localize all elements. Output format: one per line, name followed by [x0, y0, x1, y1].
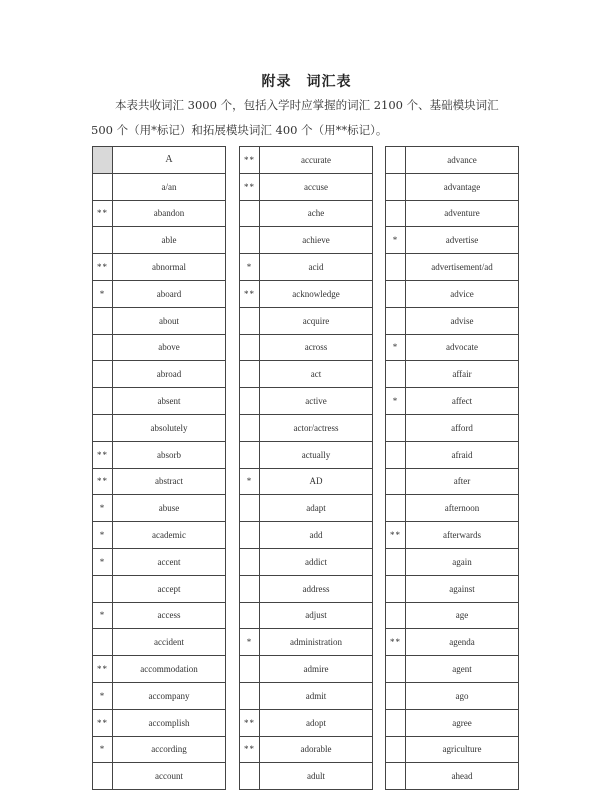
- level-mark: *: [386, 388, 406, 415]
- vocab-word: accuse: [260, 173, 373, 200]
- vocab-word: absent: [113, 388, 226, 415]
- level-mark: **: [240, 173, 260, 200]
- table-row: [386, 468, 519, 495]
- table-row: [240, 575, 373, 602]
- vocab-word: accommodation: [113, 656, 226, 683]
- vocab-word: above: [113, 334, 226, 361]
- table-row: [240, 495, 373, 522]
- table-row: [240, 602, 373, 629]
- vocab-word: advance: [406, 147, 519, 174]
- level-mark: **: [93, 254, 113, 281]
- table-row: [386, 414, 519, 441]
- intro-text-line-2: 500 个（用*标记）和拓展模块词汇 400 个（用**标记）。: [91, 123, 388, 137]
- vocab-word: advocate: [406, 334, 519, 361]
- table-row: [93, 280, 226, 307]
- level-mark: **: [93, 709, 113, 736]
- table-row: [93, 736, 226, 763]
- table-row: [386, 682, 519, 709]
- page-title: 附录 词汇表: [261, 74, 352, 90]
- vocab-word: admire: [260, 656, 373, 683]
- level-mark: [240, 763, 260, 790]
- table-row: [240, 468, 373, 495]
- vocab-table-column-1: [92, 146, 226, 790]
- table-row: [386, 656, 519, 683]
- level-mark: [240, 388, 260, 415]
- table-row: [240, 441, 373, 468]
- table-row: [240, 763, 373, 790]
- level-mark: *: [240, 629, 260, 656]
- vocab-word: after: [406, 468, 519, 495]
- vocab-word: ago: [406, 682, 519, 709]
- vocab-word: able: [113, 227, 226, 254]
- vocab-word: add: [260, 522, 373, 549]
- vocab-table-column-3: [385, 146, 519, 790]
- table-row: [240, 656, 373, 683]
- level-mark: [240, 200, 260, 227]
- table-row: [93, 548, 226, 575]
- vocab-word: accompany: [113, 682, 226, 709]
- level-mark: [240, 414, 260, 441]
- table-row: [240, 522, 373, 549]
- table-row: [240, 709, 373, 736]
- table-row: [93, 254, 226, 281]
- vocab-word: adopt: [260, 709, 373, 736]
- level-mark: [240, 307, 260, 334]
- level-mark: [93, 307, 113, 334]
- table-row: [386, 388, 519, 415]
- table-row: [386, 307, 519, 334]
- table-row: [386, 173, 519, 200]
- table-row: [240, 334, 373, 361]
- level-mark: [93, 334, 113, 361]
- level-mark: [240, 334, 260, 361]
- vocab-word: actually: [260, 441, 373, 468]
- level-mark: [93, 575, 113, 602]
- vocab-word: about: [113, 307, 226, 334]
- vocab-word: admit: [260, 682, 373, 709]
- level-mark: [386, 656, 406, 683]
- vocab-word: absolutely: [113, 414, 226, 441]
- vocab-word: afterwards: [406, 522, 519, 549]
- table-row: [386, 575, 519, 602]
- level-mark: [386, 709, 406, 736]
- table-row: [386, 280, 519, 307]
- level-mark: [240, 575, 260, 602]
- level-mark: [386, 763, 406, 790]
- vocab-word: access: [113, 602, 226, 629]
- vocab-word: addict: [260, 548, 373, 575]
- level-mark: [386, 575, 406, 602]
- vocab-word: accident: [113, 629, 226, 656]
- level-mark: [386, 254, 406, 281]
- level-mark: [93, 227, 113, 254]
- level-mark: *: [93, 522, 113, 549]
- table-row: [240, 200, 373, 227]
- table-row: [240, 307, 373, 334]
- vocab-word: adventure: [406, 200, 519, 227]
- level-mark: [93, 763, 113, 790]
- vocab-word: abstract: [113, 468, 226, 495]
- level-mark: **: [240, 147, 260, 174]
- level-mark: [93, 361, 113, 388]
- vocab-word: accent: [113, 548, 226, 575]
- level-mark: *: [240, 254, 260, 281]
- vocab-word: abuse: [113, 495, 226, 522]
- vocab-word: advertisement/ad: [406, 254, 519, 281]
- vocab-word: accurate: [260, 147, 373, 174]
- vocab-word: abnormal: [113, 254, 226, 281]
- vocab-word: achieve: [260, 227, 373, 254]
- table-row: [386, 441, 519, 468]
- level-mark: *: [240, 468, 260, 495]
- table-row: [93, 763, 226, 790]
- level-mark: **: [93, 468, 113, 495]
- table-row: [240, 280, 373, 307]
- table-row: [386, 629, 519, 656]
- level-mark: [240, 682, 260, 709]
- vocab-word: agriculture: [406, 736, 519, 763]
- table-row: [240, 388, 373, 415]
- vocab-word: advantage: [406, 173, 519, 200]
- level-mark: **: [93, 441, 113, 468]
- level-mark: [386, 280, 406, 307]
- level-mark: [240, 656, 260, 683]
- table-row: [93, 602, 226, 629]
- level-mark: [240, 602, 260, 629]
- vocab-word: ache: [260, 200, 373, 227]
- table-row: [240, 361, 373, 388]
- table-row: [93, 656, 226, 683]
- level-mark: **: [386, 629, 406, 656]
- table-row: [93, 468, 226, 495]
- vocab-word: active: [260, 388, 373, 415]
- table-row: [386, 736, 519, 763]
- table-row: [386, 147, 519, 174]
- table-row: [386, 602, 519, 629]
- table-row: [240, 629, 373, 656]
- vocab-word: afraid: [406, 441, 519, 468]
- vocab-word: agent: [406, 656, 519, 683]
- level-mark: [386, 548, 406, 575]
- table-row: [386, 254, 519, 281]
- vocab-word: abandon: [113, 200, 226, 227]
- vocab-word: against: [406, 575, 519, 602]
- vocab-word: acknowledge: [260, 280, 373, 307]
- vocab-word: academic: [113, 522, 226, 549]
- table-row: [93, 441, 226, 468]
- level-mark: [386, 736, 406, 763]
- level-mark: **: [240, 736, 260, 763]
- level-mark: [240, 227, 260, 254]
- level-mark: [386, 441, 406, 468]
- vocab-word: administration: [260, 629, 373, 656]
- level-mark: *: [93, 280, 113, 307]
- table-row: [240, 227, 373, 254]
- letter-header: A: [113, 147, 226, 174]
- level-mark: [93, 388, 113, 415]
- vocab-word: act: [260, 361, 373, 388]
- vocab-word: adjust: [260, 602, 373, 629]
- vocab-word: absorb: [113, 441, 226, 468]
- level-mark: **: [240, 280, 260, 307]
- vocab-word: accomplish: [113, 709, 226, 736]
- table-row: [93, 227, 226, 254]
- vocab-word: agenda: [406, 629, 519, 656]
- table-row: [93, 307, 226, 334]
- vocab-word: acid: [260, 254, 373, 281]
- table-row: [93, 522, 226, 549]
- vocab-word: address: [260, 575, 373, 602]
- vocab-word: a/an: [113, 173, 226, 200]
- vocab-word: advice: [406, 280, 519, 307]
- table-row: [240, 682, 373, 709]
- level-mark: [386, 495, 406, 522]
- table-row: [93, 495, 226, 522]
- vocab-word: adult: [260, 763, 373, 790]
- level-mark: [93, 629, 113, 656]
- level-mark: [386, 468, 406, 495]
- vocab-word: abroad: [113, 361, 226, 388]
- vocab-word: actor/actress: [260, 414, 373, 441]
- table-row: [386, 522, 519, 549]
- vocab-word: adapt: [260, 495, 373, 522]
- level-mark: [240, 548, 260, 575]
- vocab-word: afford: [406, 414, 519, 441]
- table-row: [93, 709, 226, 736]
- vocab-word: again: [406, 548, 519, 575]
- vocab-word: advertise: [406, 227, 519, 254]
- vocab-word: affect: [406, 388, 519, 415]
- table-row: [386, 227, 519, 254]
- table-row: [240, 147, 373, 174]
- vocab-word: according: [113, 736, 226, 763]
- table-row: [93, 173, 226, 200]
- table-row: [93, 147, 226, 174]
- table-row: [386, 361, 519, 388]
- level-mark: *: [93, 495, 113, 522]
- table-row: [93, 200, 226, 227]
- vocab-word: AD: [260, 468, 373, 495]
- level-mark: [240, 441, 260, 468]
- table-row: [93, 334, 226, 361]
- level-mark: *: [93, 602, 113, 629]
- level-mark: [386, 173, 406, 200]
- vocab-word: advise: [406, 307, 519, 334]
- table-row: [386, 763, 519, 790]
- table-row: [386, 200, 519, 227]
- level-mark: [386, 361, 406, 388]
- intro-text-line-1: 本表共收词汇 3000 个，包括入学时应掌握的词汇 2100 个、基础模块词汇: [115, 98, 499, 112]
- level-mark: *: [93, 548, 113, 575]
- level-mark: [386, 200, 406, 227]
- level-mark: [93, 147, 113, 174]
- vocab-word: afternoon: [406, 495, 519, 522]
- table-row: [93, 361, 226, 388]
- level-mark: **: [93, 656, 113, 683]
- level-mark: *: [386, 227, 406, 254]
- level-mark: [386, 602, 406, 629]
- level-mark: [386, 414, 406, 441]
- level-mark: [93, 414, 113, 441]
- level-mark: *: [386, 334, 406, 361]
- vocab-word: account: [113, 763, 226, 790]
- vocab-word: adorable: [260, 736, 373, 763]
- table-row: [93, 682, 226, 709]
- level-mark: **: [240, 709, 260, 736]
- table-row: [240, 173, 373, 200]
- table-row: [93, 629, 226, 656]
- level-mark: [386, 682, 406, 709]
- vocab-word: age: [406, 602, 519, 629]
- vocab-word: affair: [406, 361, 519, 388]
- vocab-word: accept: [113, 575, 226, 602]
- level-mark: [386, 307, 406, 334]
- table-row: [240, 254, 373, 281]
- table-row: [93, 388, 226, 415]
- vocab-word: agree: [406, 709, 519, 736]
- table-row: [386, 495, 519, 522]
- level-mark: [240, 361, 260, 388]
- vocab-word: aboard: [113, 280, 226, 307]
- table-row: [386, 548, 519, 575]
- table-row: [386, 334, 519, 361]
- level-mark: [93, 173, 113, 200]
- table-row: [93, 575, 226, 602]
- vocab-word: acquire: [260, 307, 373, 334]
- level-mark: *: [93, 736, 113, 763]
- level-mark: [240, 522, 260, 549]
- vocab-word: ahead: [406, 763, 519, 790]
- table-row: [386, 709, 519, 736]
- table-row: [240, 414, 373, 441]
- table-row: [240, 548, 373, 575]
- table-row: [240, 736, 373, 763]
- level-mark: [386, 147, 406, 174]
- level-mark: [240, 495, 260, 522]
- table-row: [93, 414, 226, 441]
- level-mark: **: [386, 522, 406, 549]
- vocab-word: across: [260, 334, 373, 361]
- level-mark: **: [93, 200, 113, 227]
- level-mark: *: [93, 682, 113, 709]
- vocab-table-column-2: [239, 146, 373, 790]
